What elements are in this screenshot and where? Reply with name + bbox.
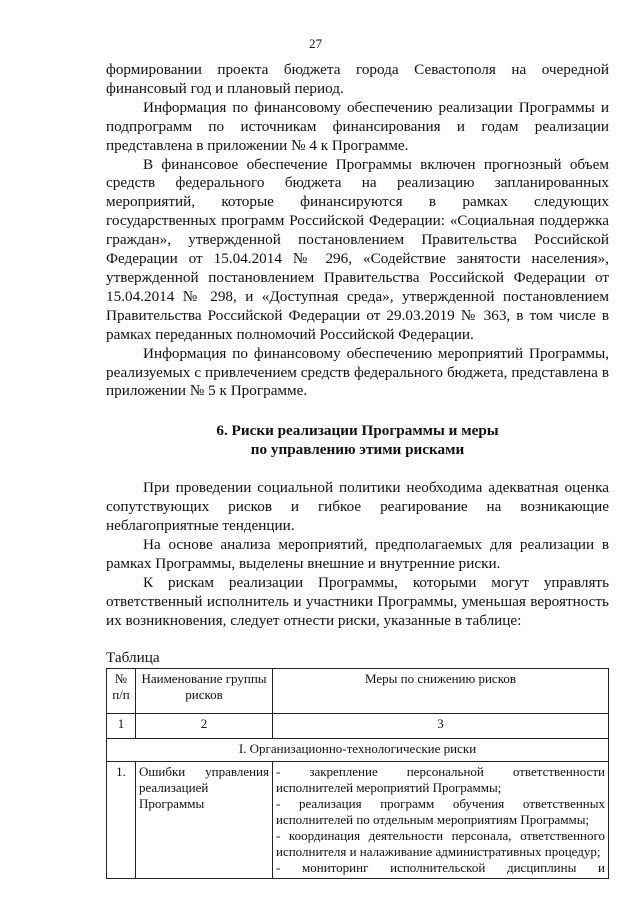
header-num: № п/п (107, 669, 136, 714)
table-group-row (107, 739, 609, 762)
section-heading-line: по управлению этими рисками (250, 441, 465, 459)
paragraph: формировании проекта бюджета города Севастополя на очередной финансовый год и плановый период. (106, 61, 609, 97)
section-heading-line: 6. Риски реализации Программы и меры (216, 422, 499, 440)
measure-item: - реализация программ обучения ответственных исполнителей по отдельным мероприятиям Программы; (276, 796, 605, 828)
index-cell: 2 (136, 714, 273, 739)
paragraph: В финансовое обеспечение Программы включен прогнозный объем средств федерального бюджета на реализацию запланированных мероприятий, которые финансируются в рамках следующих государственных программ Российской Федерации: «Социальная поддержка граждан», утвержденной постановлением Правительства Российской Федерации от 15.04.2014 № 296, «Содействие занятости населения», утвержденной постановлением Правительства Российской Федерации от 15.04.2014 № 298, и «Доступная среда», утвержденной постановлением Правительства Российской Федерации от 29.03.2019 № 363, в том числе в рамках переданных полномочий Российской Федерации. (106, 155, 609, 343)
paragraph: К рискам реализации Программы, которыми могут управлять ответственный исполнитель и участники Программы, уменьшая вероятность их возникновения, следует отнести риски, указанные в таблице: (106, 573, 609, 629)
measure-item: - закрепление персональной ответственности исполнителей мероприятий Программы; (276, 764, 605, 796)
risks-table (106, 668, 609, 879)
page-number: 27 (309, 36, 322, 51)
measure-item: - координация деятельности персонала, ответственного исполнителя и налаживание административных процедур; (276, 828, 605, 860)
paragraph: Информация по финансовому обеспечению реализации Программы и подпрограмм по источникам финансирования и годам реализации представлена в приложении № 4 к Программе. (106, 98, 609, 154)
paragraph: При проведении социальной политики необходима адекватная оценка сопутствующих рисков и гибкое реагирование на возникающие неблагоприятные тенденции. (106, 479, 609, 535)
table-caption: Таблица (106, 648, 160, 666)
paragraph: На основе анализа мероприятий, предполагаемых для реализации в рамках Программы, выделены внешние и внутренние риски. (106, 536, 609, 572)
row-measures (273, 762, 609, 879)
index-cell: 3 (273, 714, 609, 739)
row-num: 1. (107, 762, 136, 879)
header-measures: Меры по снижению рисков (273, 669, 609, 714)
row-risk-name: Ошибки управления реализацией Программы (136, 762, 273, 879)
index-cell: 1 (107, 714, 136, 739)
group-title: I. Организационно-технологические риски (107, 739, 609, 762)
section-heading (106, 421, 609, 459)
header-group: Наименование группы рисков (136, 669, 273, 714)
table-header-row (107, 669, 609, 714)
table-row (107, 762, 609, 879)
table-index-row (107, 714, 609, 739)
document-body (106, 61, 609, 879)
paragraph: Информация по финансовому обеспечению мероприятий Программы, реализуемых с привлечением средств федерального бюджета, представлена в приложении № 5 к Программе. (106, 344, 609, 400)
measure-item: - мониторинг исполнительской дисциплины и (276, 860, 605, 876)
